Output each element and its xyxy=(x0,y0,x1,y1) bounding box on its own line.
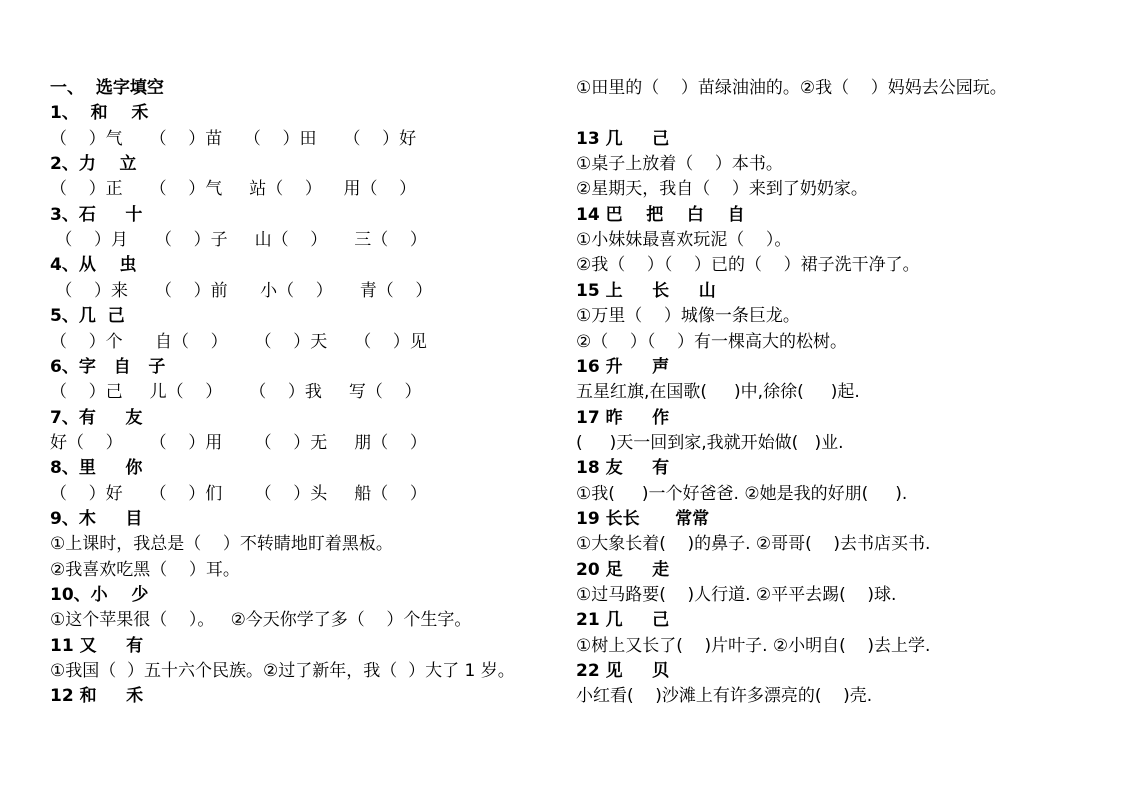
question-heading: 10、小 少 xyxy=(50,585,149,605)
question-heading: 21 几 己 xyxy=(576,610,670,630)
question-line: （ ）好 （ ）们 （ ）头 船（ ） xyxy=(50,484,427,504)
question-line: ①我( )一个好爸爸. ②她是我的好朋( ). xyxy=(576,484,908,504)
question-line: 小红看( )沙滩上有许多漂亮的( )壳. xyxy=(576,686,873,706)
question-heading: 5、几 己 xyxy=(50,306,125,326)
question-heading: 19 长长 常常 xyxy=(576,509,710,529)
question-line: ①过马路要( )人行道. ②平平去踢( )球. xyxy=(576,585,897,605)
question-line: ①万里（ ）城像一条巨龙。 xyxy=(576,306,800,326)
question-heading: 20 足 走 xyxy=(576,560,670,580)
question-heading: 17 昨 作 xyxy=(576,408,670,428)
question-heading: 9、木 目 xyxy=(50,509,143,529)
question-heading: 6、字 自 子 xyxy=(50,357,166,377)
question-heading: 7、有 友 xyxy=(50,408,143,428)
question-heading: 22 见 贝 xyxy=(576,661,670,681)
question-heading: 2、力 立 xyxy=(50,154,137,174)
question-heading: 1、 和 禾 xyxy=(50,103,149,123)
question-line: （ ）月 （ ）子 山（ ） 三（ ） xyxy=(50,230,427,250)
question-line: ①小妹妹最喜欢玩泥（ ）。 xyxy=(576,230,792,250)
question-heading: 8、里 你 xyxy=(50,458,143,478)
question-line: ①田里的（ ）苗绿油油的。②我（ ）妈妈去公园玩。 xyxy=(576,78,1007,98)
question-line: ( )天一回到家,我就开始做( )业. xyxy=(576,433,844,453)
question-heading: 13 几 己 xyxy=(576,129,670,149)
question-line: ①上课时，我总是（ ）不转睛地盯着黑板。 xyxy=(50,534,393,554)
question-heading: 11 又 有 xyxy=(50,636,144,656)
question-line: ①桌子上放着（ ）本书。 xyxy=(576,154,783,174)
question-line: ①树上又长了( )片叶子. ②小明自( )去上学. xyxy=(576,636,931,656)
question-line: （ ）个 自（ ） （ ）天 （ ）见 xyxy=(50,332,427,352)
question-heading: 16 升 声 xyxy=(576,357,670,377)
question-line: ①我国（ ）五十六个民族。②过了新年，我（ ）大了 1 岁。 xyxy=(50,661,515,681)
question-line: （ ）正 （ ）气 站（ ） 用（ ） xyxy=(50,179,417,199)
question-line: ②我喜欢吃黑（ ）耳。 xyxy=(50,560,240,580)
question-line: ①这个苹果很（ ）。 ②今天你学了多（ ）个生字。 xyxy=(50,610,472,630)
question-line: （ ）己 儿（ ） （ ）我 写（ ） xyxy=(50,382,422,402)
question-line: 五星红旗,在国歌( )中,徐徐( )起. xyxy=(576,382,860,402)
question-heading: 12 和 禾 xyxy=(50,686,144,706)
question-heading: 一、 选字填空 xyxy=(50,78,164,98)
question-heading: 18 友 有 xyxy=(576,458,670,478)
question-heading: 3、石 十 xyxy=(50,205,143,225)
question-line: ②（ ）（ ）有一棵高大的松树。 xyxy=(576,332,847,352)
question-line: （ ）来 （ ）前 小（ ） 青（ ） xyxy=(50,281,433,301)
question-line: ①大象长着( )的鼻子. ②哥哥( )去书店买书. xyxy=(576,534,931,554)
question-heading: 14 巴 把 白 自 xyxy=(576,205,745,225)
question-line: 好（ ） （ ）用 （ ）无 朋（ ） xyxy=(50,433,427,453)
question-line: ②我（ ）（ ）已的（ ）裙子洗干净了。 xyxy=(576,255,920,275)
question-heading: 4、从 虫 xyxy=(50,255,137,275)
question-line: （ ）气 （ ）苗 （ ）田 （ ）好 xyxy=(50,129,417,149)
question-heading: 15 上 长 山 xyxy=(576,281,716,301)
question-line: ②星期天，我自（ ）来到了奶奶家。 xyxy=(576,179,868,199)
